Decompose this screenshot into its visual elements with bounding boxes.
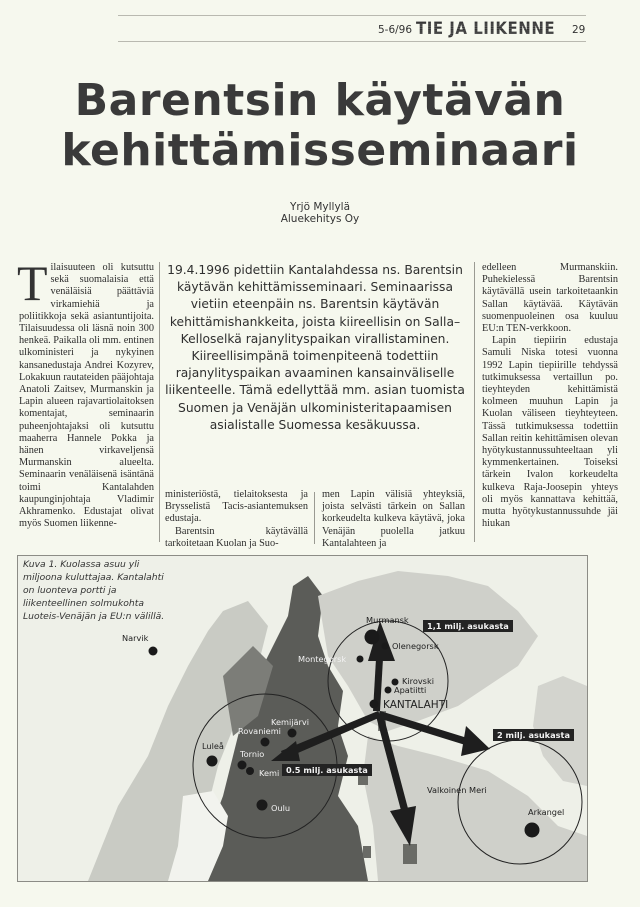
- population-label-arkangel: 2 milj. asukasta: [493, 729, 574, 741]
- drop-cap: T: [17, 255, 48, 311]
- body-column-right: [482, 262, 618, 530]
- place-rovaniemi: Rovaniemi: [238, 726, 281, 736]
- place-kirovski: Kirovski: [402, 676, 434, 686]
- place-olenegorsk: Olenegorsk: [392, 641, 439, 651]
- title-line-2: kehittämisseminaari: [61, 125, 579, 176]
- place-valkoinen-meri: Valkoinen Meri: [427, 785, 487, 795]
- paragraph: men Lapin välisiä yhteyksiä, joista selvästi tärkein on Sallan korkeudelta kulkeva käytävä, joka Venäjän puolella jatkuu Kantalahteen ja: [322, 489, 465, 549]
- title-line-1: Barentsin käytävän: [74, 75, 566, 126]
- population-label-kuola: 1,1 milj. asukasta: [423, 620, 513, 632]
- place-montegorsk: Montegorsk: [298, 654, 347, 664]
- place-lulea: Luleå: [202, 741, 224, 751]
- column-left-text: ilaisuuteen oli kutsuttu sekä suomalaisia että venäläisiä päättäviä virkamiehiä ja poliitikkoja sekä asiantuntijoita. Tilaisuudessa oli läsnä noin 300 henkeä. Paikalla oli mm. entinen ulkoministeri ja nykyinen kansanedustaja Andrei Kozyrev, Lokakuun rautateiden pääjohtaja Anatoli Zaitsev, Murmanskin ja Lapin alueen rajavartiolaitoksen komentajat, seminaarin puheenjohtajaksi oli kutsuttu maaherra Hannele Pokka ja hänen virkaveljensä Murmanskin alueelta. Seminaarin venäläisenä isäntänä toimi Kantalahden kaupunginjohtaja Vladimir Akhramenko. Edustajat olivat myös Suomen liikenne-: [19, 262, 154, 530]
- body-column-middle-a: [165, 489, 308, 550]
- page-number: 29: [572, 24, 586, 36]
- body-column-left: [17, 255, 154, 530]
- map-figure: [17, 555, 588, 882]
- issue-number: 5-6/96: [378, 24, 413, 36]
- header-rule-bottom: [118, 41, 586, 42]
- body-column-middle-b: [322, 489, 465, 550]
- place-narvik: Narvik: [122, 633, 149, 643]
- place-tornio: Tornio: [240, 749, 265, 759]
- lead-paragraph: 19.4.1996 pidettiin Kantalahdessa ns. Barentsin käytävän kehittämisseminaari. Seminaarissa vietiin eteenpäin ns. Barentsin käytävän kehittämishankkeita, joista kiireellisin on Salla–Kelloselkä rajanylityspaikan virallistaminen. Kiireellisimpänä toimenpiteenä todettiin rajanylityspaikan avaaminen kansainväliselle liikenteelle. Tämä edellyttää mm. asian tuomista Suomen ja Venäjän ulkoministeritapaamisen asialistalle Suomessa kesäkuussa.: [165, 263, 465, 432]
- place-kemi: Kemi: [259, 768, 280, 778]
- paragraph: Barentsin käytävällä tarkoitetaan Kuolan ja Suo-: [165, 525, 308, 549]
- column-divider: [314, 492, 315, 544]
- place-oulu: Oulu: [271, 803, 291, 813]
- place-kantalahti: KANTALAHTI: [383, 699, 449, 711]
- author-affiliation: Aluekehitys Oy: [280, 213, 360, 225]
- place-apatiitti: Apatiitti: [394, 685, 427, 695]
- place-arkangel: Arkangel: [528, 807, 565, 817]
- article-title: [0, 76, 640, 176]
- author-name: Yrjö Myllylä: [289, 201, 351, 213]
- byline: [0, 201, 640, 225]
- paragraph: edelleen Murmanskiin. Puhekielessä Barentsin käytävällä usein tarkoitetaankin Sallan käytävää. Käytävän suomenpuoleinen osa kuuluu EU:n TEN-verkkoon.: [482, 262, 618, 335]
- place-kemijarvi: Kemijärvi: [271, 717, 310, 727]
- figure-caption: Kuva 1. Kuolassa asuu yli miljoona kuluttajaa. Kantalahti on luonteva portti ja liikenteellinen solmukohta Luoteis-Venäjän ja EU:n välillä.: [23, 559, 165, 622]
- paragraph: ministeriöstä, tielaitoksesta ja Brysselistä Tacis-asiantemuksen edustaja.: [165, 489, 308, 525]
- column-divider: [159, 262, 160, 542]
- header-rule-top: [118, 15, 586, 16]
- column-divider: [474, 262, 475, 542]
- paragraph: Lapin tiepiirin edustaja Samuli Niska totesi vuonna 1992 Lapin tiepiirille tehdyssä tutkimuksessa vertaillun po. tieyhteyden kehittämistä kolmeen muuhun Lapin ja Kuolan väliseen tieyhteyteen. Tässä tutkimuksessa todettiin Sallan reitin kehittämisen olevan hyötykustannussuhteeltaan yli kymmenkertainen. Toiseksi tärkein Ivalon korkeudelta kulkeva Raja-Joosepin yhteys oli myös kannattava kehittää, mutta hyötykustannussuhde jäi hiukan: [482, 335, 618, 530]
- place-murmansk: Murmansk: [366, 615, 409, 625]
- magazine-logo: TIE JA LIIKENNE: [416, 17, 556, 39]
- population-label-lappi: 0.5 milj. asukasta: [282, 764, 372, 776]
